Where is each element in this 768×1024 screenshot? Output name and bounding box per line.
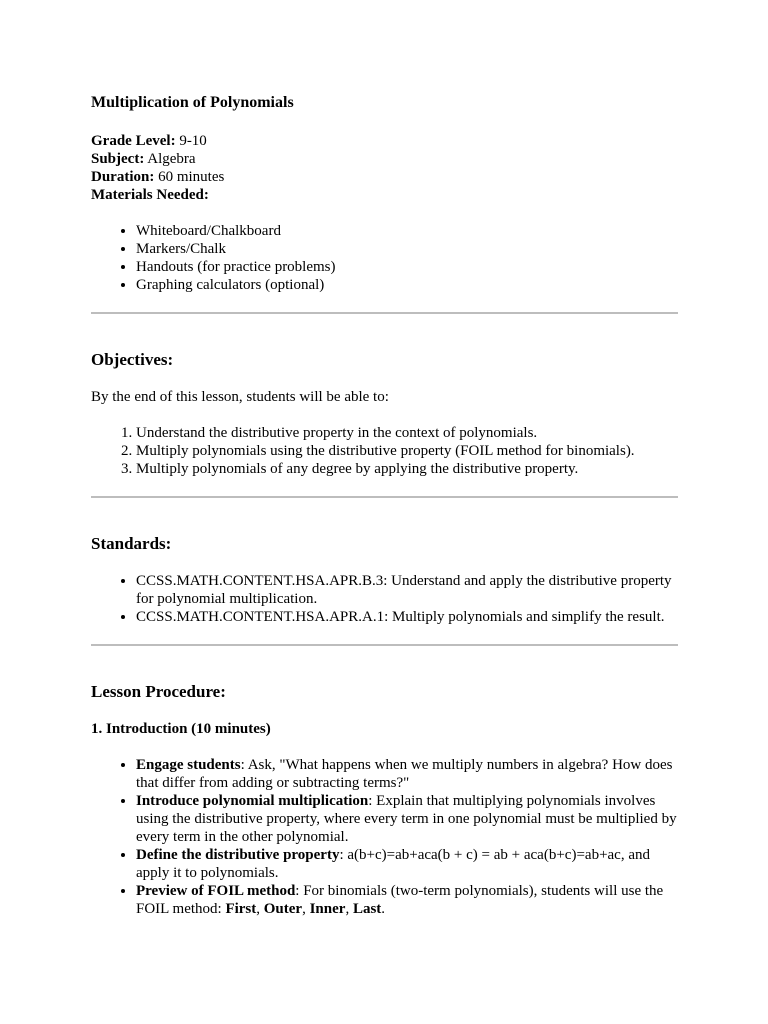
item-text: : Explain that multiplying polynomials involves using the distributive property, where every term in one polynomial must be multiplied by every term in the other polynomial. <box>136 793 677 845</box>
list-item: • Markers/Chalk <box>136 240 678 258</box>
introduction-list <box>91 756 678 918</box>
list-item: • Whiteboard/Chalkboard <box>136 222 678 240</box>
list-item <box>136 792 678 846</box>
list-item <box>136 756 678 792</box>
separator: , <box>345 901 353 917</box>
list-item <box>136 846 678 882</box>
materials-line <box>91 186 678 204</box>
list-item: • CCSS.MATH.CONTENT.HSA.APR.A.1: Multiply polynomials and simplify the result. <box>136 608 678 626</box>
separator: , <box>302 901 310 917</box>
list-item: 3. Multiply polynomials of any degree by applying the distributive property. <box>136 460 678 478</box>
duration-line <box>91 168 678 186</box>
section-divider <box>91 644 678 646</box>
subject-line <box>91 150 678 168</box>
grade-level-label: Grade Level: <box>91 133 176 149</box>
item-text: : Ask, "What happens when we multiply numbers in algebra? How does that differ from adding or subtracting terms?" <box>136 757 673 791</box>
subject-label: Subject: <box>91 151 145 167</box>
grade-level-value: 9-10 <box>175 133 207 149</box>
list-item <box>136 882 678 918</box>
section-divider <box>91 496 678 498</box>
materials-list <box>91 222 678 294</box>
foil-outer: Outer <box>263 901 303 917</box>
objectives-list <box>91 424 678 478</box>
introduction-subheading: 1. Introduction (10 minutes) <box>91 721 271 737</box>
separator: , <box>256 901 264 917</box>
item-text: : a(b+c)=ab+aca(b + c) = ab + aca(b+c)=ab+ac, and apply it to polynomials. <box>136 847 650 881</box>
objectives-heading: Objectives: <box>91 350 174 369</box>
duration-label: Duration: <box>91 169 155 185</box>
list-item: 1. Understand the distributive property in the context of polynomials. <box>136 424 678 442</box>
foil-first: First <box>225 901 257 917</box>
section-divider <box>91 312 678 314</box>
item-text: : For binomials (two-term polynomials), students will use the FOIL method: <box>136 883 664 917</box>
item-bold-label: Define the distributive property <box>136 847 340 863</box>
list-item: 2. Multiply polynomials using the distributive property (FOIL method for binomials). <box>136 442 678 460</box>
foil-inner: Inner <box>309 901 346 917</box>
separator: . <box>381 901 386 917</box>
list-item: • Graphing calculators (optional) <box>136 276 678 294</box>
document-title: Multiplication of Polynomials <box>91 94 294 111</box>
item-bold-label: Engage students <box>136 757 241 773</box>
procedure-heading: Lesson Procedure: <box>91 682 226 701</box>
objectives-intro: By the end of this lesson, students will be able to: <box>91 389 389 405</box>
list-item: • CCSS.MATH.CONTENT.HSA.APR.B.3: Understand and apply the distributive property for polynomial multiplication. <box>136 572 678 608</box>
grade-level-line <box>91 132 678 150</box>
item-bold-label: Preview of FOIL method <box>136 883 296 899</box>
subject-value: Algebra <box>144 151 196 167</box>
duration-value: 60 minutes <box>154 169 225 185</box>
standards-list <box>91 572 678 626</box>
foil-last: Last <box>352 901 382 917</box>
item-bold-label: Introduce polynomial multiplication <box>136 793 369 809</box>
list-item: • Handouts (for practice problems) <box>136 258 678 276</box>
standards-heading: Standards: <box>91 534 172 553</box>
materials-label: Materials Needed: <box>91 187 209 203</box>
